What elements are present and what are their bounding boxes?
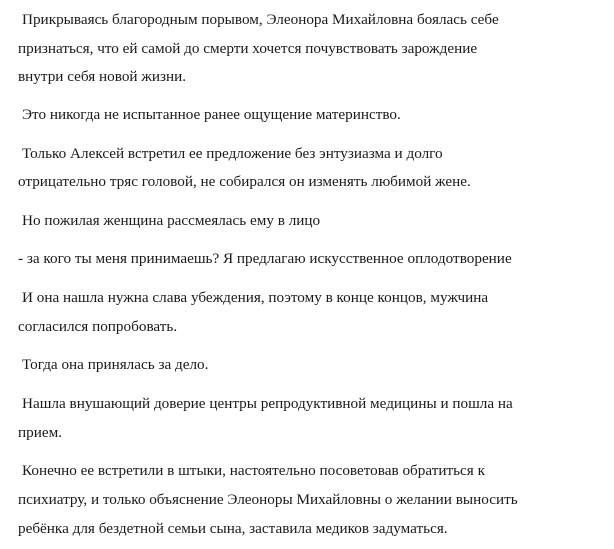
text-line: ребёнка для бездетной семьи сына, заставила медиков задуматься. bbox=[18, 520, 448, 537]
text-line: Но пожилая женщина рассмеялась ему в лицо bbox=[22, 212, 321, 229]
text-line: отрицательно тряс головой, не собирался он изменять любимой жене. bbox=[18, 173, 471, 190]
text-line: Прикрываясь благородным порывом, Элеонора Михайловна боялась себе bbox=[22, 11, 499, 28]
text-line: психиатру, и только объяснение Элеоноры Михайловны о желании выносить bbox=[18, 491, 518, 508]
text-line: - за кого ты меня принимаешь? Я предлагаю искусственное оплодотворение bbox=[18, 250, 512, 267]
text-line: внутри себя новой жизни. bbox=[18, 68, 187, 85]
text-line: Это никогда не испытанное ранее ощущение материнство. bbox=[22, 106, 401, 123]
text-line: Конечно ее встретили в штыки, настоятельно посоветовав обратиться к bbox=[22, 462, 485, 479]
text-line: признаться, что ей самой до смерти хочется почувствовать зарождение bbox=[18, 40, 478, 57]
text-line: согласился попробовать. bbox=[18, 318, 178, 335]
text-line: Только Алексей встретил ее предложение без энтузиазма и долго bbox=[22, 145, 443, 162]
text-line: Тогда она принялась за дело. bbox=[22, 356, 209, 373]
text-line: Нашла внушающий доверие центры репродуктивной медицины и пошла на bbox=[22, 395, 513, 412]
text-line: И она нашла нужна слава убеждения, поэтому в конце концов, мужчина bbox=[22, 289, 489, 306]
text-line: прием. bbox=[18, 424, 62, 441]
